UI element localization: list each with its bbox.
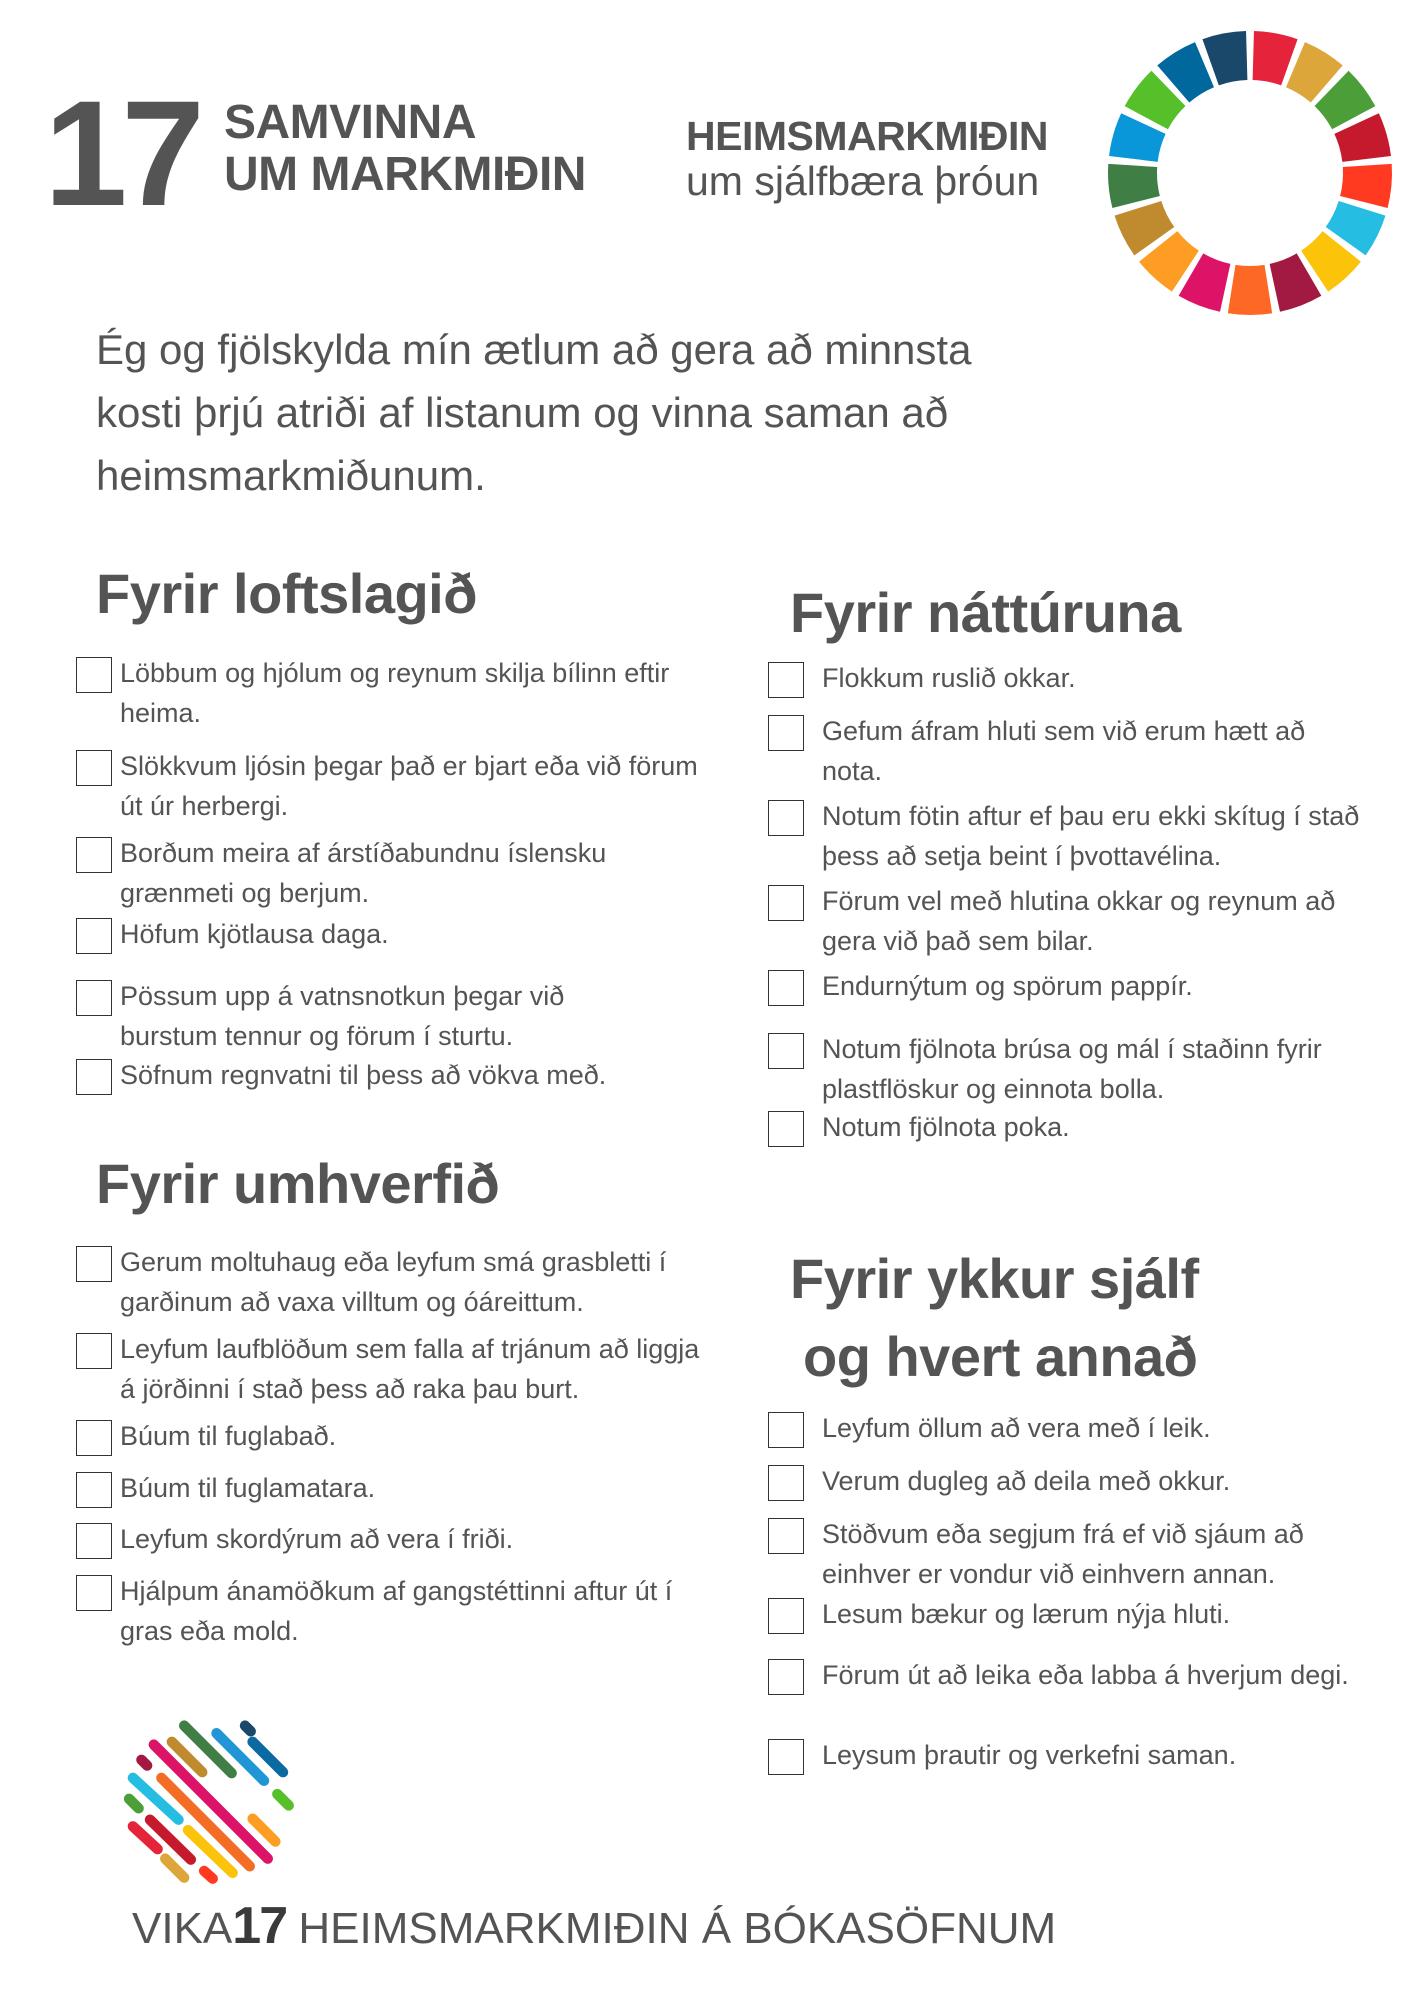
- checkbox[interactable]: [76, 1420, 112, 1456]
- item-text: Söfnum regnvatni til þess að vökva með.: [120, 1060, 607, 1090]
- checkbox[interactable]: [76, 1333, 112, 1369]
- vika17-stripes-logo-icon: [112, 1700, 302, 1890]
- checklist-item[interactable]: [76, 750, 706, 826]
- item-text: Notum fjölnota brúsa og mál í staðinn fyrir plastflöskur og einnota bolla.: [822, 1034, 1322, 1104]
- item-text: Notum fjölnota poka.: [822, 1112, 1070, 1142]
- item-text: Gefum áfram hluti sem við erum hætt að nota.: [822, 716, 1306, 786]
- checklist-item[interactable]: [768, 800, 1368, 876]
- checkbox[interactable]: [768, 1412, 804, 1448]
- checkbox[interactable]: [76, 980, 112, 1016]
- checkbox[interactable]: [76, 837, 112, 873]
- item-text: Förum vel með hlutina okkar og reynum að gera við það sem bilar.: [822, 886, 1336, 956]
- checkbox[interactable]: [76, 918, 112, 954]
- item-text: Leyfum skordýrum að vera í friði.: [120, 1524, 514, 1554]
- item-text: Leysum þrautir og verkefni saman.: [822, 1740, 1237, 1770]
- checklist-item[interactable]: [76, 837, 706, 913]
- item-text: Hjálpum ánamöðkum af gangstéttinni aftur út í gras eða mold.: [120, 1576, 673, 1646]
- section-title-yourselves-line2: og hvert annað: [803, 1325, 1198, 1388]
- checklist-item[interactable]: [768, 1598, 1368, 1634]
- checkbox[interactable]: [76, 1523, 112, 1559]
- checkbox[interactable]: [768, 1659, 804, 1695]
- intro-text: Ég og fjölskylda mín ætlum að gera að minnsta kosti þrjú atriði af listanum og vinna saman að heimsmarkmiðunum.: [96, 326, 972, 499]
- item-text: Stöðvum eða segjum frá ef við sjáum að einhver er vondur við einhvern annan.: [822, 1519, 1304, 1589]
- checklist-item[interactable]: [76, 1523, 706, 1559]
- item-text: Pössum upp á vatnsnotkun þegar við burstum tennur og förum í sturtu.: [120, 981, 565, 1051]
- item-text: Borðum meira af árstíðabundnu íslensku grænmeti og berjum.: [120, 838, 607, 908]
- item-text: Lesum bækur og lærum nýja hluti.: [822, 1599, 1231, 1629]
- section-title-yourselves-line1: Fyrir ykkur sjálf: [790, 1247, 1199, 1310]
- checkbox[interactable]: [768, 1033, 804, 1069]
- sdg-title: HEIMSMARKMIÐIN: [686, 113, 1048, 159]
- goal-title: [224, 97, 586, 201]
- checklist-item[interactable]: [76, 1333, 706, 1409]
- checklist-item[interactable]: [76, 1575, 706, 1651]
- goal-title-line2: UM MARKMIÐIN: [224, 148, 586, 201]
- checkbox[interactable]: [76, 750, 112, 786]
- checklist-item[interactable]: [768, 1465, 1368, 1501]
- checklist-item[interactable]: [76, 1246, 706, 1322]
- checklist-item[interactable]: [768, 885, 1368, 961]
- item-text: Leyfum laufblöðum sem falla af trjánum að liggja á jörðinni í stað þess að raka þau burt.: [120, 1334, 700, 1404]
- wheel-segment: [1340, 164, 1392, 208]
- footer-number: 17: [232, 1897, 287, 1955]
- checklist-item[interactable]: [76, 1472, 706, 1508]
- checkbox[interactable]: [76, 1246, 112, 1282]
- checkbox[interactable]: [768, 885, 804, 921]
- checkbox[interactable]: [76, 1472, 112, 1508]
- checklist-item[interactable]: [768, 1518, 1368, 1594]
- checklist-item[interactable]: [768, 1412, 1368, 1448]
- item-text: Löbbum og hjólum og reynum skilja bílinn eftir heima.: [120, 658, 670, 728]
- item-text: Förum út að leika eða labba á hverjum degi.: [822, 1660, 1349, 1690]
- sdg-subtitle: um sjálfbæra þróun: [686, 158, 1040, 204]
- checklist-item[interactable]: [768, 1111, 1368, 1147]
- item-text: Leyfum öllum að vera með í leik.: [822, 1413, 1211, 1443]
- goal-title-line1: SAMVINNA: [224, 96, 477, 149]
- checkbox[interactable]: [768, 1598, 804, 1634]
- checkbox[interactable]: [768, 1739, 804, 1775]
- checkbox[interactable]: [768, 662, 804, 698]
- checklist-item[interactable]: [768, 715, 1368, 791]
- section-title-environment: Fyrir umhverfið: [96, 1152, 500, 1215]
- checklist-item[interactable]: [76, 980, 616, 1056]
- checkbox[interactable]: [76, 1059, 112, 1095]
- checklist-item[interactable]: [76, 918, 706, 954]
- checkbox[interactable]: [768, 1518, 804, 1554]
- footer-vika: VIKA: [132, 1904, 233, 1953]
- goal-number: 17: [44, 69, 199, 237]
- item-text: Verum dugleg að deila með okkur.: [822, 1466, 1231, 1496]
- item-text: Endurnýtum og spörum pappír.: [822, 971, 1193, 1001]
- wheel-segment: [1108, 164, 1160, 208]
- item-text: Höfum kjötlausa daga.: [120, 919, 389, 949]
- item-text: Búum til fuglabað.: [120, 1421, 337, 1451]
- item-text: Búum til fuglamatara.: [120, 1473, 376, 1503]
- checklist-item[interactable]: [768, 662, 1368, 698]
- checklist-item[interactable]: [768, 1739, 1368, 1775]
- section-title-climate: Fyrir loftslagið: [96, 562, 477, 625]
- item-text: Notum fötin aftur ef þau eru ekki skítug í stað þess að setja beint í þvottavélina.: [822, 801, 1360, 871]
- checkbox[interactable]: [768, 800, 804, 836]
- item-text: Gerum moltuhaug eða leyfum smá grasbletti í garðinum að vaxa villtum og óáreittum.: [120, 1247, 667, 1317]
- checkbox[interactable]: [768, 1465, 804, 1501]
- checklist-item[interactable]: [768, 1659, 1368, 1695]
- checkbox[interactable]: [768, 1111, 804, 1147]
- wheel-segment: [1228, 265, 1272, 315]
- section-title-nature: Fyrir náttúruna: [790, 581, 1181, 644]
- item-text: Slökkvum ljósin þegar það er bjart eða við förum út úr herbergi.: [120, 751, 698, 821]
- checklist-item[interactable]: [76, 657, 706, 733]
- checkbox[interactable]: [768, 715, 804, 751]
- item-text: Flokkum ruslið okkar.: [822, 663, 1076, 693]
- checkbox[interactable]: [768, 970, 804, 1006]
- checklist-item[interactable]: [768, 1033, 1368, 1109]
- checklist-item[interactable]: [76, 1059, 706, 1095]
- checkbox[interactable]: [76, 1575, 112, 1611]
- checklist-item[interactable]: [76, 1420, 706, 1456]
- footer-title: [132, 1898, 1056, 1957]
- checklist-item[interactable]: [768, 970, 1368, 1006]
- sdg-wheel-logo-icon: [1100, 28, 1400, 318]
- footer-text: HEIMSMARKMIÐIN Á BÓKASÖFNUM: [298, 1904, 1057, 1953]
- checkbox[interactable]: [76, 657, 112, 693]
